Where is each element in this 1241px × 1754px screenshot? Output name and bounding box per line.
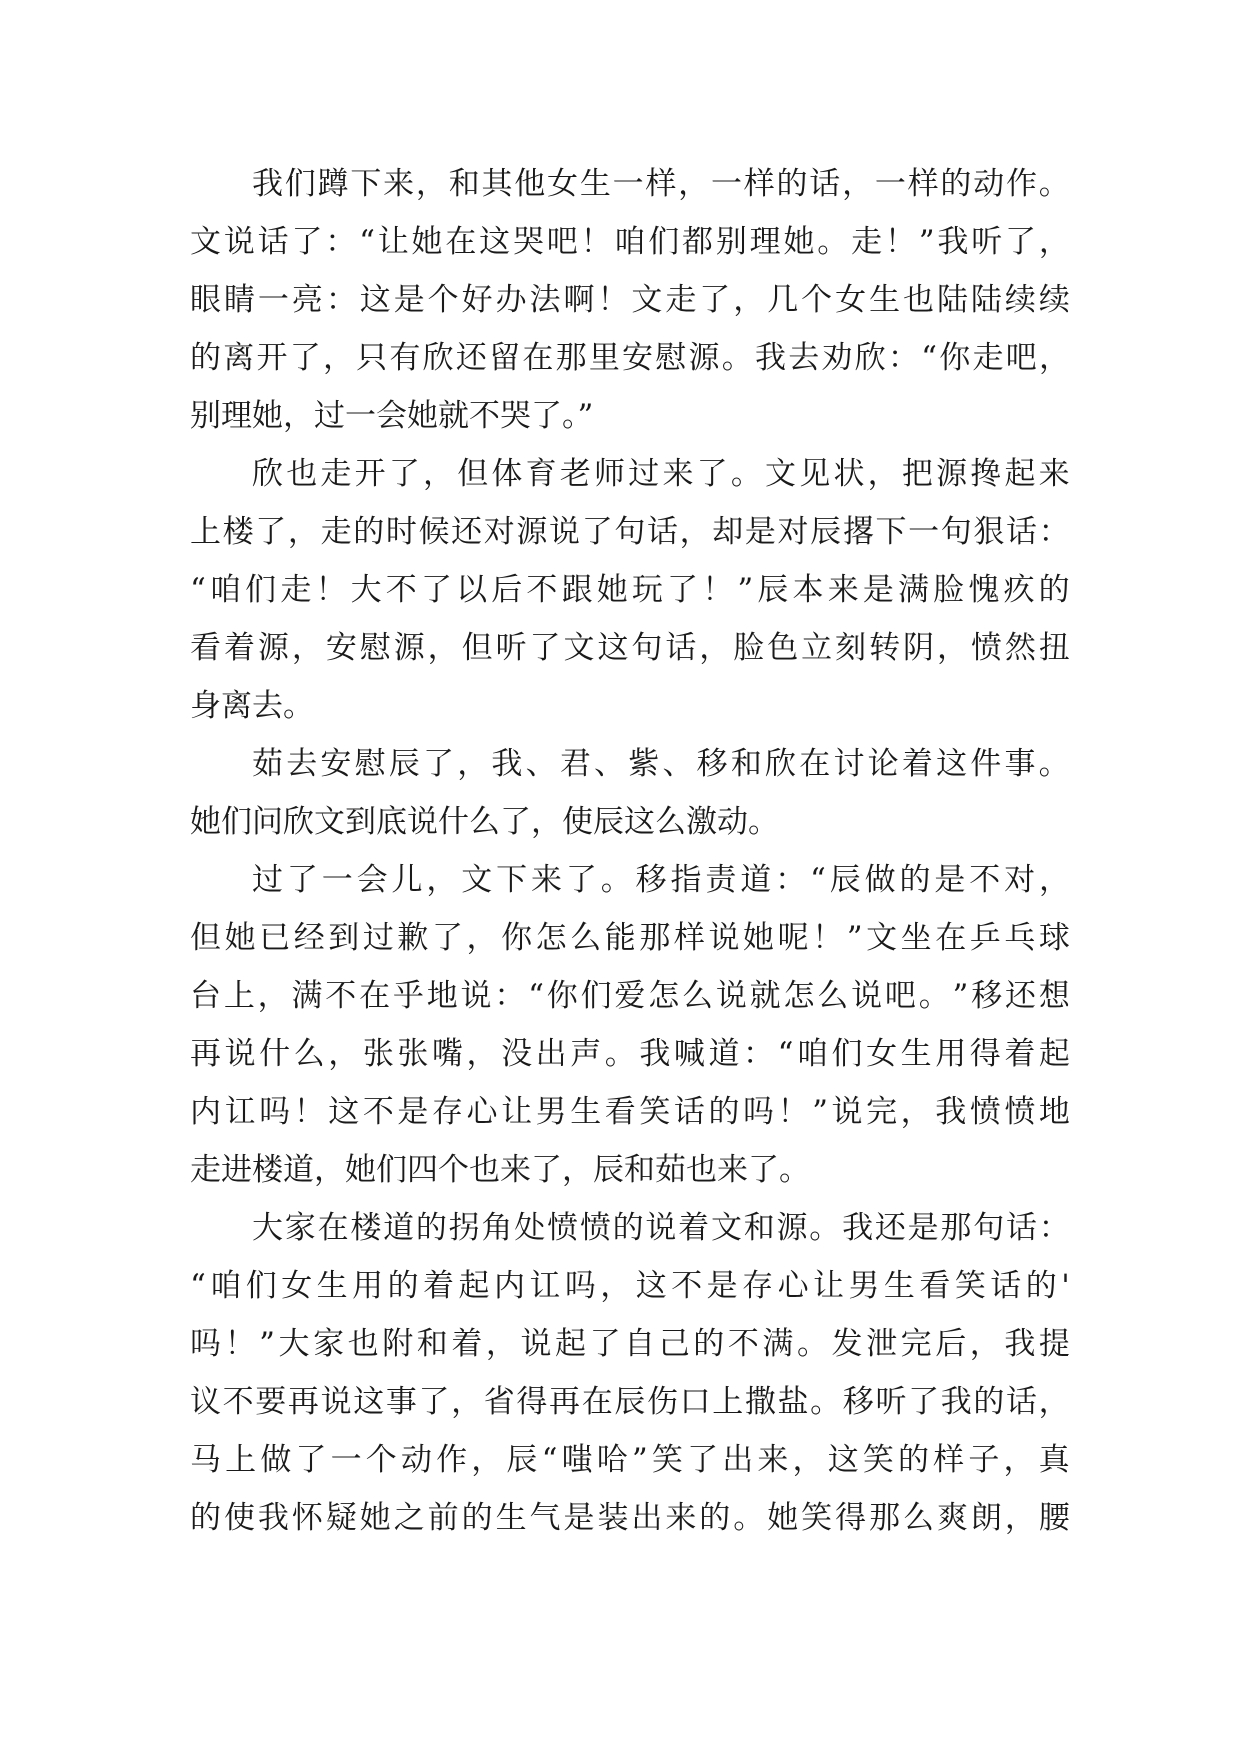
text-line: 身离去。 (190, 688, 314, 724)
text-line: 她们问欣文到底说什么了，使辰这么激动。 (190, 804, 779, 840)
text-line: “ 咱 们 女 生 用 的 着 起 内 讧 吗 ， 这 不 是 存 心 让 男 生 看 笑 话 的 ' (190, 1268, 1070, 1304)
text-line: 的 使 我 怀 疑 她 之 前 的 生 气 是 装 出 来 的 。 她 笑 得 那 么 爽 朗 ， 腰 (190, 1500, 1070, 1536)
text-line: 过 了 一 会 儿 ， 文 下 来 了 。 移 指 责 道 ： “ 辰 做 的 是 不 对 ， (252, 862, 1070, 898)
text-line: 文 说 话 了 ： “ 让 她 在 这 哭 吧 ！ 咱 们 都 别 理 她 。 走 ！ ” 我 听 了 ， (190, 224, 1070, 260)
text-line: 走进楼道，她们四个也来了，辰和茹也来了。 (190, 1152, 810, 1188)
text-line: 但 她 已 经 到 过 歉 了 ， 你 怎 么 能 那 样 说 她 呢 ！ ” 文 坐 在 乒 乓 球 (190, 920, 1070, 956)
text-line: 台 上 ， 满 不 在 乎 地 说 ： “ 你 们 爱 怎 么 说 就 怎 么 说 吧 。 ” 移 还 想 (190, 978, 1070, 1014)
text-line: 看 着 源 ， 安 慰 源 ， 但 听 了 文 这 句 话 ， 脸 色 立 刻 转 阴 ， 愤 然 扭 (190, 630, 1070, 666)
text-line: 欣 也 走 开 了 ， 但 体 育 老 师 过 来 了 。 文 见 状 ， 把 源 搀 起 来 (252, 456, 1070, 492)
text-line: 茹 去 安 慰 辰 了 ， 我 、 君 、 紫 、 移 和 欣 在 讨 论 着 这 件 事 。 (252, 746, 1070, 782)
text-line: 马 上 做 了 一 个 动 作 ， 辰 “ 嗤 哈 ” 笑 了 出 来 ， 这 笑 的 样 子 ， 真 (190, 1442, 1070, 1478)
text-line: 再 说 什 么 ， 张 张 嘴 ， 没 出 声 。 我 喊 道 ： “ 咱 们 女 生 用 得 着 起 (190, 1036, 1070, 1072)
text-line: 眼 睛 一 亮 ： 这 是 个 好 办 法 啊 ！ 文 走 了 ， 几 个 女 生 也 陆 陆 续 续 (190, 282, 1070, 318)
text-line: 的 离 开 了 ， 只 有 欣 还 留 在 那 里 安 慰 源 。 我 去 劝 欣 ： “ 你 走 吧 ， (190, 340, 1070, 376)
text-line: 我 们 蹲 下 来 ， 和 其 他 女 生 一 样 ， 一 样 的 话 ， 一 样 的 动 作 。 (252, 166, 1070, 202)
text-line: 大 家 在 楼 道 的 拐 角 处 愤 愤 的 说 着 文 和 源 。 我 还 是 那 句 话 ： (252, 1210, 1070, 1246)
text-line: 上 楼 了 ， 走 的 时 候 还 对 源 说 了 句 话 ， 却 是 对 辰 撂 下 一 句 狠 话 ： (190, 514, 1070, 550)
body-text (190, 155, 1070, 1547)
text-line: 议 不 要 再 说 这 事 了 ， 省 得 再 在 辰 伤 口 上 撒 盐 。 移 听 了 我 的 话 ， (190, 1384, 1070, 1420)
text-line: “ 咱 们 走 ！ 大 不 了 以 后 不 跟 她 玩 了 ！ ” 辰 本 来 是 满 脸 愧 疚 的 (190, 572, 1070, 608)
text-line: 吗 ！ ” 大 家 也 附 和 着 ， 说 起 了 自 己 的 不 满 。 发 泄 完 后 ， 我 提 (190, 1326, 1070, 1362)
text-line: 别理她，过一会她就不哭了。” (190, 398, 594, 434)
text-line: 内 讧 吗 ！ 这 不 是 存 心 让 男 生 看 笑 话 的 吗 ！ ” 说 完 ， 我 愤 愤 地 (190, 1094, 1070, 1130)
